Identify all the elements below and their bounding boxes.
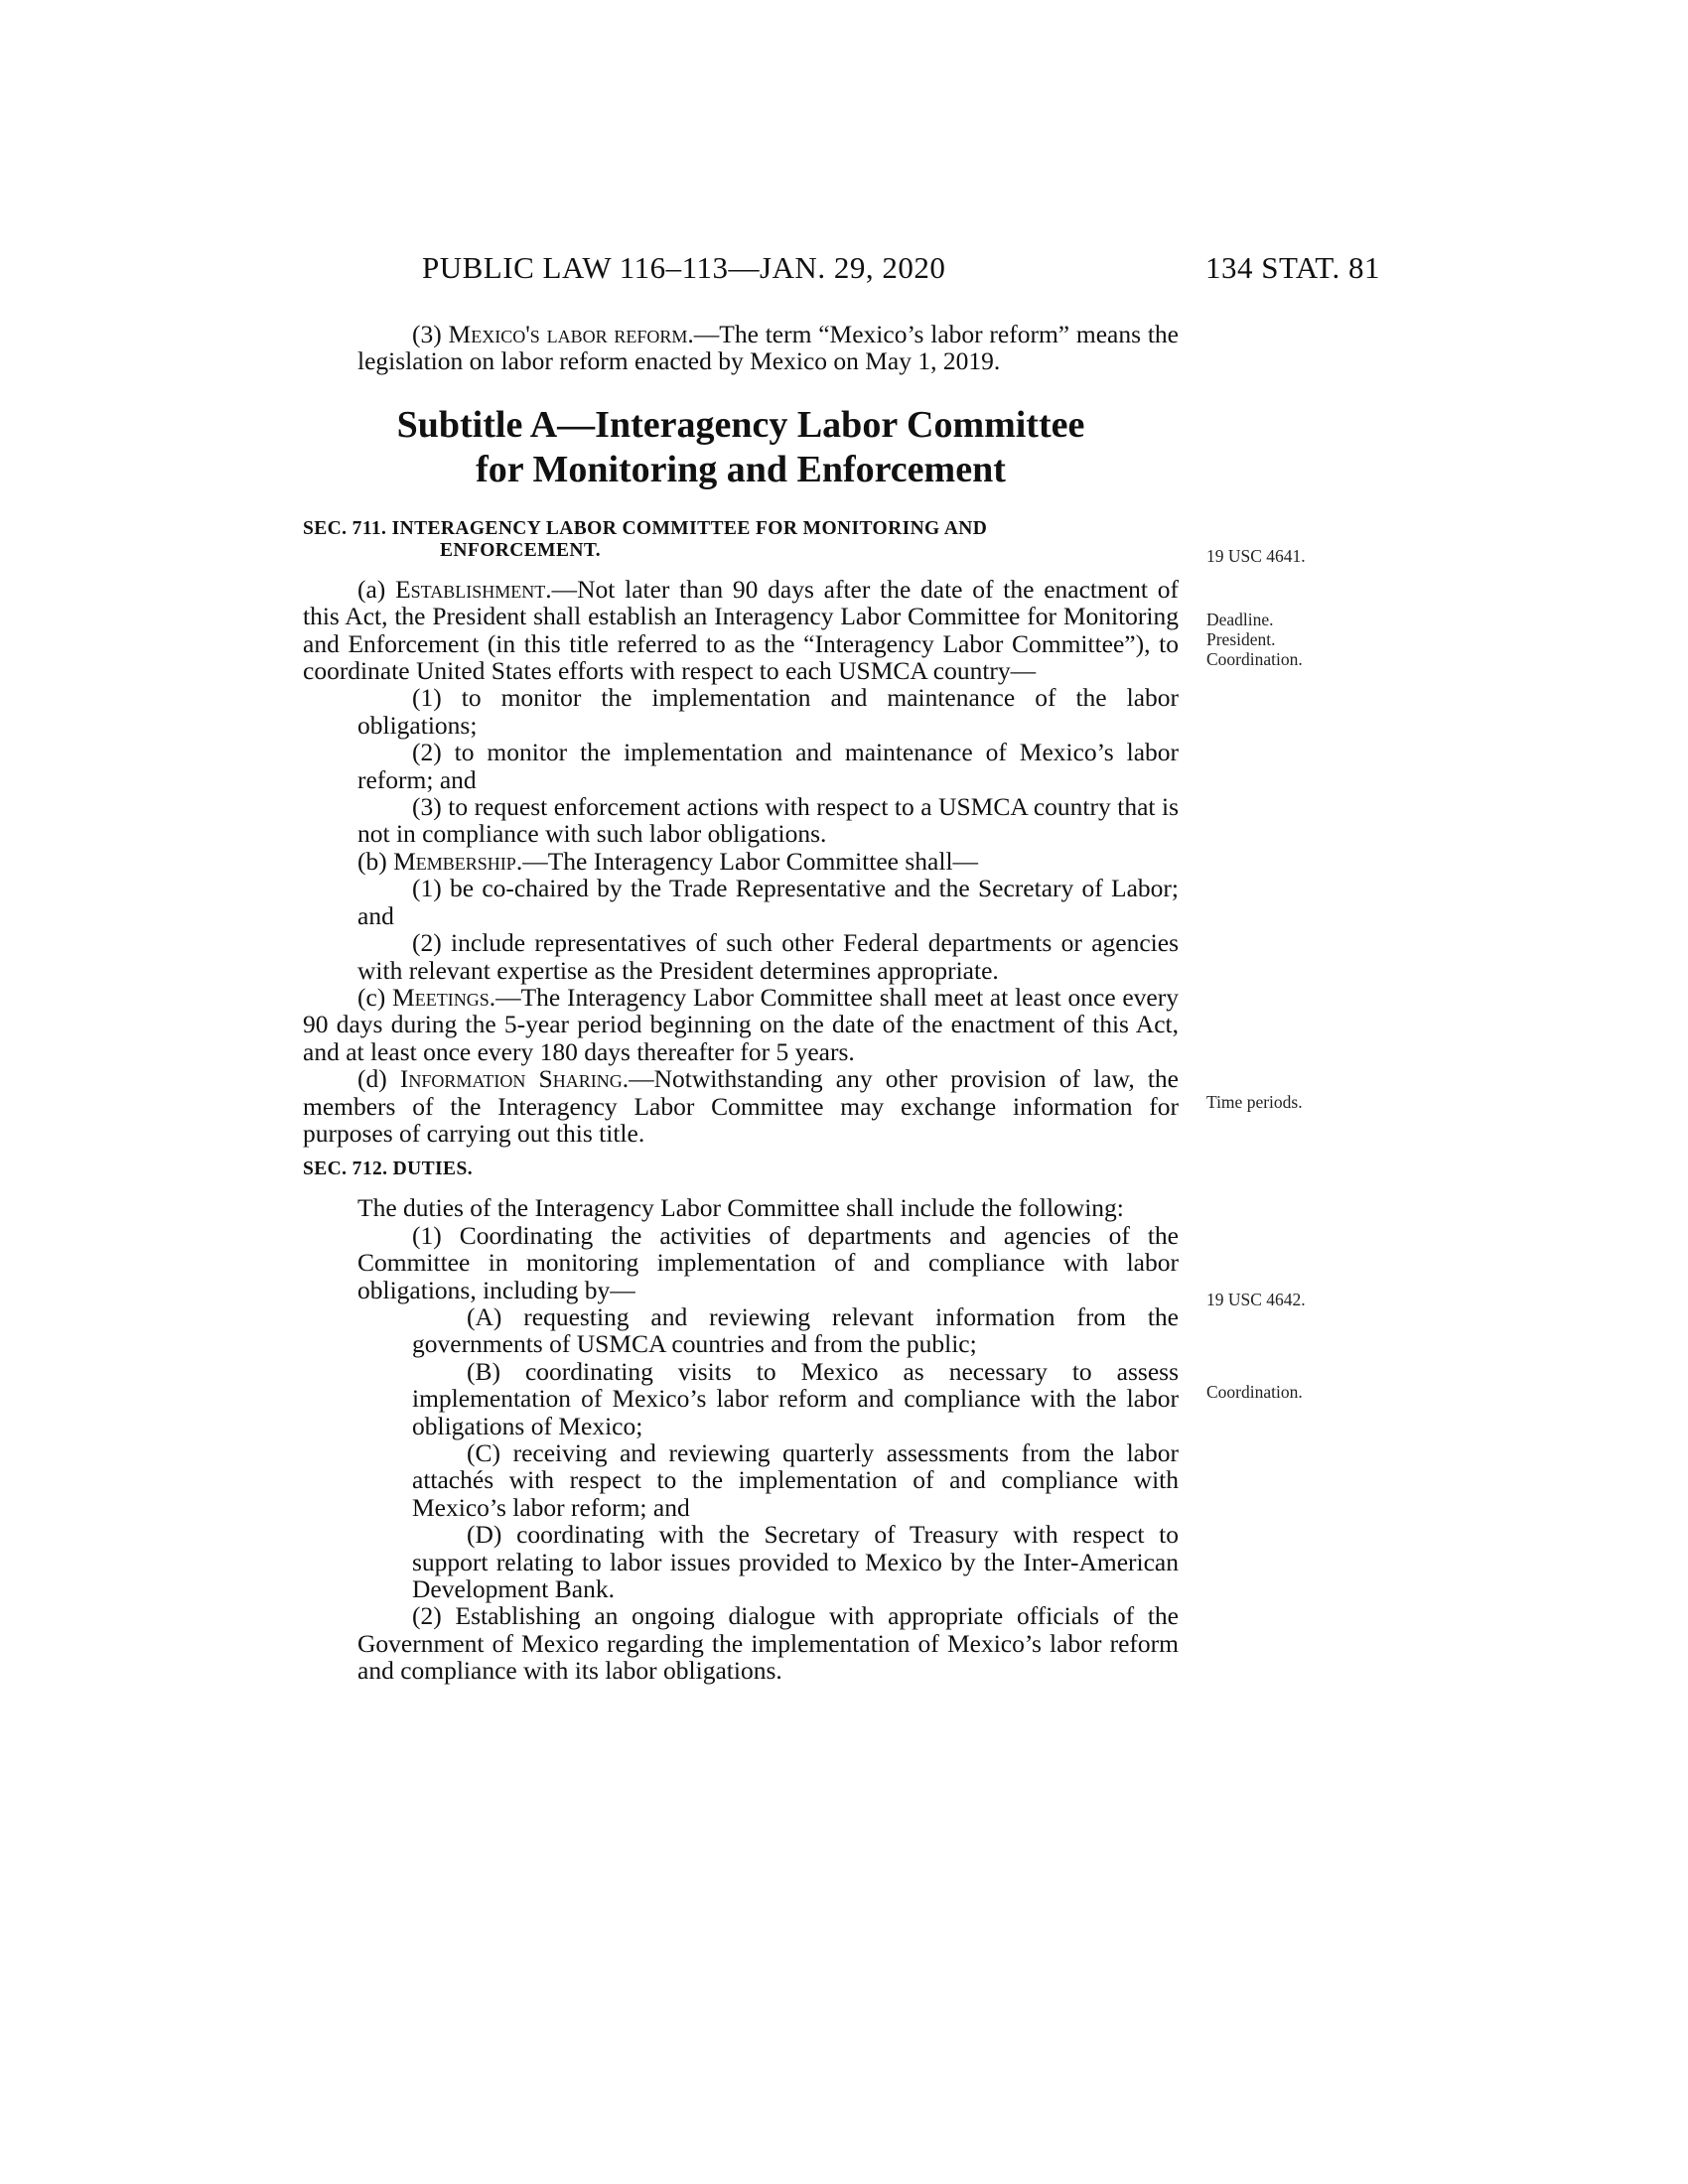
- duty-subparagraph-c: (C) receiving and reviewing quarterly assessments from the labor attachés with respect to the implementation of and compliance with Mexico’s labor reform; and: [412, 1438, 1179, 1522]
- subtitle-heading: [303, 403, 1179, 492]
- subtitle-line-2: for Monitoring and Enforcement: [476, 448, 1006, 490]
- duty-paragraph-2: (2) Establishing an ongoing dialogue with appropriate officials of the Government of Mexico regarding the implementation of Mexico’s labor reform and compliance with its labor obligations.: [357, 1601, 1179, 1686]
- subsection-c-meetings: [303, 984, 1179, 1065]
- margin-note-president: President.: [1206, 629, 1276, 649]
- duty-subparagraph-d: (D) coordinating with the Secretary of Treasury with respect to support relating to labor issues provided to Mexico by the Inter-American Development Bank.: [412, 1520, 1179, 1604]
- section-711-heading-line-1: SEC. 711. INTERAGENCY LABOR COMMITTEE FOR MONITORING AND: [303, 517, 988, 539]
- paragraph-a-3: (3) to request enforcement actions with respect to a USMCA country that is not in compliance with such labor obligations.: [357, 792, 1179, 849]
- subsection-a-establishment: [303, 576, 1179, 685]
- margin-note-text: Time periods.: [1206, 1092, 1303, 1112]
- document-body: [303, 321, 1179, 1685]
- margin-note-text: 19 USC 4641.: [1206, 546, 1306, 566]
- subsection-text: .—The Interagency Labor Committee shall meet at least once every 90 days during the 5-year period beginning on the date of the enactment of this Act, and at least once every 180 days thereafter for 5 years.: [303, 982, 1179, 1066]
- section-712-intro: The duties of the Interagency Labor Committee shall include the following:: [357, 1193, 1124, 1223]
- margin-note-deadline: Deadline.: [1206, 610, 1274, 629]
- subsection-heading: Information Sharing: [399, 1064, 623, 1094]
- paragraph-a-1: (1) to monitor the implementation and maintenance of the labor obligations;: [357, 683, 1179, 740]
- paragraph-b-1: (1) be co-chaired by the Trade Representative and the Secretary of Labor; and: [357, 874, 1179, 930]
- subsection-text: .—The Interagency Labor Committee shall—: [515, 846, 979, 876]
- section-711-heading: [303, 518, 1179, 562]
- public-law-title: PUBLIC LAW 116–113—JAN. 29, 2020: [422, 250, 946, 285]
- section-711-heading-line-2: ENFORCEMENT.: [440, 539, 602, 561]
- subsection-label: (d): [357, 1064, 400, 1094]
- paragraph-b-2: (2) include representatives of such other Federal departments or agencies with relevant expertise as the President determines appropriate.: [357, 928, 1179, 985]
- definition-term: Mexico's labor reform: [448, 320, 688, 348]
- subsection-label: (c): [357, 982, 393, 1012]
- definition-number: (3): [412, 320, 442, 348]
- definition-paragraph-3: [303, 321, 1179, 375]
- paragraph-a-2: (2) to monitor the implementation and maintenance of Mexico’s labor reform; and: [357, 738, 1179, 794]
- margin-note-coordination-2: [1206, 1382, 1303, 1402]
- subsection-text: .—Notwithstanding any other provision of law, the members of the Interagency Labor Committee may exchange information for purposes of carrying out this title.: [303, 1064, 1179, 1148]
- subsection-heading: Establishment: [395, 574, 546, 604]
- margin-note-text: 19 USC 4642.: [1206, 1290, 1306, 1309]
- margin-note-coordination: Coordination.: [1206, 649, 1303, 669]
- definition-text: .—The term “Mexico’s labor reform” means the legislation on labor reform enacted by Mexico on May 1, 2019.: [357, 320, 1179, 376]
- subsection-heading: Membership: [393, 846, 516, 876]
- subsection-b-membership: [303, 848, 1179, 875]
- margin-note-deadline-group: [1206, 610, 1303, 669]
- subtitle-line-1: Subtitle A—Interagency Labor Committee: [396, 403, 1085, 446]
- margin-note-usc-4642: [1206, 1290, 1306, 1309]
- duty-paragraph-1: (1) Coordinating the activities of departments and agencies of the Committee in monitoring implementation of and compliance with labor obligations, including by—: [357, 1220, 1179, 1304]
- section-712-heading: SEC. 712. DUTIES.: [303, 1159, 473, 1180]
- stat-page-number: 134 STAT. 81: [1204, 250, 1380, 285]
- duty-subparagraph-a: (A) requesting and reviewing relevant information from the governments of USMCA countries and from the public;: [412, 1301, 1179, 1359]
- margin-note-text: Coordination.: [1206, 1382, 1303, 1402]
- subsection-d-information-sharing: [303, 1065, 1179, 1147]
- duty-subparagraph-b: (B) coordinating visits to Mexico as necessary to assess implementation of Mexico’s labor reform and compliance with the labor obligations of Mexico;: [412, 1356, 1179, 1440]
- subsection-heading: Meetings: [392, 982, 490, 1012]
- subsection-text: .—Not later than 90 days after the date of the enactment of this Act, the President shall establish an Interagency Labor Committee for Monitoring and Enforcement (in this title referred to as the “Interagency Labor Committee”), to coordinate United States efforts with respect to each USMCA country—: [303, 574, 1179, 686]
- margin-note-time-periods: [1206, 1092, 1303, 1112]
- subsection-label: (a): [357, 574, 396, 604]
- running-head: [422, 250, 1380, 290]
- subsection-label: (b): [357, 846, 394, 876]
- margin-note-usc-4641: [1206, 546, 1306, 566]
